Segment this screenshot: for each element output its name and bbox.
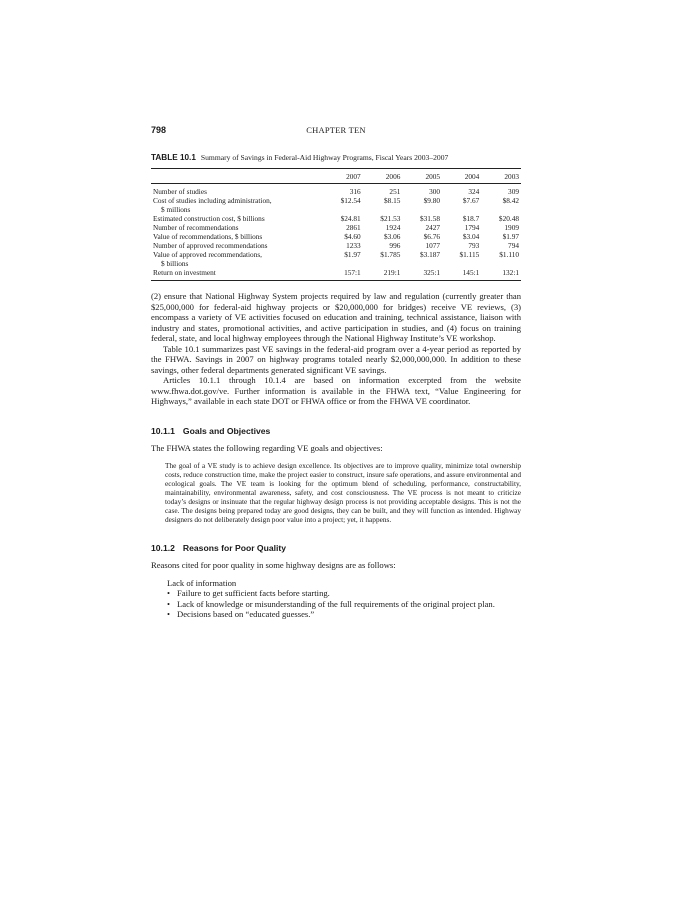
table-cell: $1.110 bbox=[499, 250, 519, 259]
section-number: 10.1.1 bbox=[151, 425, 175, 436]
table-cell: 145:1 bbox=[462, 268, 480, 277]
table-column-header: 2003 bbox=[481, 169, 521, 184]
table-cell: 2861 bbox=[346, 223, 361, 232]
table-cell: $1.785 bbox=[380, 250, 401, 259]
table-cell: $3.187 bbox=[419, 250, 441, 259]
table-cell: $9.80 bbox=[423, 196, 441, 205]
section-heading-reasons bbox=[151, 543, 521, 553]
table-cell: $8.42 bbox=[502, 196, 519, 205]
table-column-header: 2005 bbox=[402, 169, 442, 184]
table-cell: 325:1 bbox=[423, 268, 441, 277]
row-label: Return on investment bbox=[153, 268, 216, 277]
table-cell: 157:1 bbox=[344, 268, 361, 277]
table-cell: $4.60 bbox=[344, 232, 361, 241]
row-label: Estimated construction cost, $ billions bbox=[153, 214, 265, 223]
bullet-icon: • bbox=[167, 588, 171, 598]
table-cell: 1233 bbox=[346, 241, 361, 250]
list-item: • Lack of knowledge or misunderstanding of the full requirements of the original project plan. bbox=[167, 598, 495, 609]
page-number: 798 bbox=[151, 125, 167, 135]
table-row bbox=[151, 250, 521, 268]
row-label: Value of recommendations, $ billions bbox=[153, 232, 263, 241]
table-column-header: 2006 bbox=[363, 169, 403, 184]
list-heading: Lack of information bbox=[167, 577, 237, 588]
table-caption-text: Summary of Savings in Federal-Aid Highway Programs, Fiscal Years 2003–2007 bbox=[200, 153, 449, 162]
savings-table bbox=[151, 168, 521, 281]
table-row bbox=[151, 232, 521, 241]
table-cell: 2427 bbox=[425, 223, 441, 232]
table-cell: $1.97 bbox=[344, 250, 361, 259]
table-cell: 793 bbox=[468, 241, 480, 250]
table-row bbox=[151, 223, 521, 232]
table-row bbox=[151, 241, 521, 250]
row-sublabel: $ billions bbox=[161, 259, 189, 268]
table-cell: 996 bbox=[389, 241, 401, 250]
table-cell: $21.53 bbox=[380, 214, 401, 223]
table-cell: 1909 bbox=[504, 223, 519, 232]
table-cell: $8.15 bbox=[383, 196, 401, 205]
body-text bbox=[151, 291, 521, 407]
table-row bbox=[151, 196, 521, 214]
table-cell: 1077 bbox=[425, 241, 441, 250]
table-cell: $6.76 bbox=[423, 232, 441, 241]
table-column-header: 2007 bbox=[323, 169, 363, 184]
table-row bbox=[151, 184, 521, 197]
section-intro: Reasons cited for poor quality in some highway designs are as follows: bbox=[151, 560, 396, 570]
table-cell: 309 bbox=[508, 187, 519, 196]
table-cell: $31.58 bbox=[419, 214, 441, 223]
table-cell: 132:1 bbox=[502, 268, 519, 277]
section-title: Goals and Objectives bbox=[182, 425, 271, 436]
row-label: Number of approved recommendations bbox=[153, 241, 268, 250]
list-item: • Failure to get sufficient facts before starting. bbox=[167, 588, 330, 598]
table-cell: $3.04 bbox=[462, 232, 480, 241]
table-cell: $12.54 bbox=[340, 196, 361, 205]
table-cell: $1.97 bbox=[502, 232, 519, 241]
table-cell: 219:1 bbox=[383, 268, 401, 277]
table-cell: $18.7 bbox=[462, 214, 480, 223]
row-label: Cost of studies including administration, $ millions bbox=[151, 196, 323, 214]
table-cell: $24.81 bbox=[340, 214, 361, 223]
bullet-icon: • bbox=[167, 598, 171, 609]
table-cell: 300 bbox=[429, 187, 441, 196]
paragraph: (2) ensure that National Highway System projects required by law and regulation (currently greater than $25,000,000 for federal-aid highway projects or $20,000,000 for bridges) receive VE reviews, (3) encompass a variety of VE activities focused on education and training, technical assistance, liaison with industry and states, promotional activities, and active participation in studies, and (4) focus on training federal, state, and local highway employees through the National Highway Institute’s VE workshop. bbox=[151, 291, 521, 343]
table-cell: 324 bbox=[468, 187, 480, 196]
section-heading-goals bbox=[151, 426, 521, 436]
table-cell: 794 bbox=[508, 241, 519, 250]
table-caption bbox=[151, 153, 521, 162]
row-label: Value of approved recommendations, $ billions bbox=[151, 250, 323, 268]
row-label: Number of recommendations bbox=[153, 223, 239, 232]
row-label: Number of studies bbox=[153, 187, 207, 196]
paragraph: Table 10.1 summarizes past VE savings in the federal-aid program over a 4-year period as reported by the FHWA. Savings in 2007 on highway programs totaled nearly $2,000,000,000. In addition to these savings, other federal departments generated significant VE savings. bbox=[151, 343, 521, 375]
table-cell: 316 bbox=[349, 187, 361, 196]
table-label: TABLE 10.1 bbox=[151, 153, 196, 162]
table-row bbox=[151, 268, 521, 281]
block-quote: The goal of a VE study is to achieve design excellence. Its objectives are to improve quality, minimize total ownership costs, reduce construction time, make the project easier to construct, insure safe operations, and assure environmental and ecological goals. The VE team is looking for the optimum blend of scheduling, performance, constructability, maintainability, environmental awareness, safety, and cost consciousness. The VE process is not meant to criticize today’s designs or insinuate that the regular highway design process is not providing acceptable designs. This is not the case. The designs being prepared today are good designs, they can be built, and they will function as intended. Highway designers do not deliberately design poor value into a project; yet, it happens. bbox=[165, 461, 521, 524]
table-cell: $20.48 bbox=[498, 214, 519, 223]
table-cell: $3.06 bbox=[383, 232, 401, 241]
table-row bbox=[151, 214, 521, 223]
running-header bbox=[151, 125, 521, 139]
table-cell: 1924 bbox=[385, 223, 401, 232]
section-intro: The FHWA states the following regarding VE goals and objectives: bbox=[151, 442, 383, 453]
section-title: Reasons for Poor Quality bbox=[182, 543, 287, 553]
paragraph: Articles 10.1.1 through 10.1.4 are based on information excerpted from the website www.fhwa.dot.gov/ve. Further information is available in the FHWA text, “Value Engineering for Highways,” available in each state DOT or FHWA office or from the FHWA VE coordinator. bbox=[151, 375, 521, 406]
list-item: • Decisions based on “educated guesses.” bbox=[167, 609, 315, 619]
table-cell: $7.67 bbox=[462, 196, 480, 205]
row-sublabel: $ millions bbox=[161, 205, 191, 214]
table-cell: 1794 bbox=[464, 223, 480, 232]
section-number: 10.1.2 bbox=[151, 543, 175, 553]
table-column-header: 2004 bbox=[442, 169, 481, 184]
document-page bbox=[151, 125, 521, 620]
reasons-list bbox=[151, 588, 521, 620]
table-header-label bbox=[151, 169, 323, 184]
table-cell: 251 bbox=[389, 187, 401, 196]
table-cell: $1.115 bbox=[459, 250, 480, 259]
bullet-icon: • bbox=[167, 609, 171, 619]
chapter-title: CHAPTER TEN bbox=[306, 125, 366, 135]
table-header-row bbox=[151, 169, 521, 184]
